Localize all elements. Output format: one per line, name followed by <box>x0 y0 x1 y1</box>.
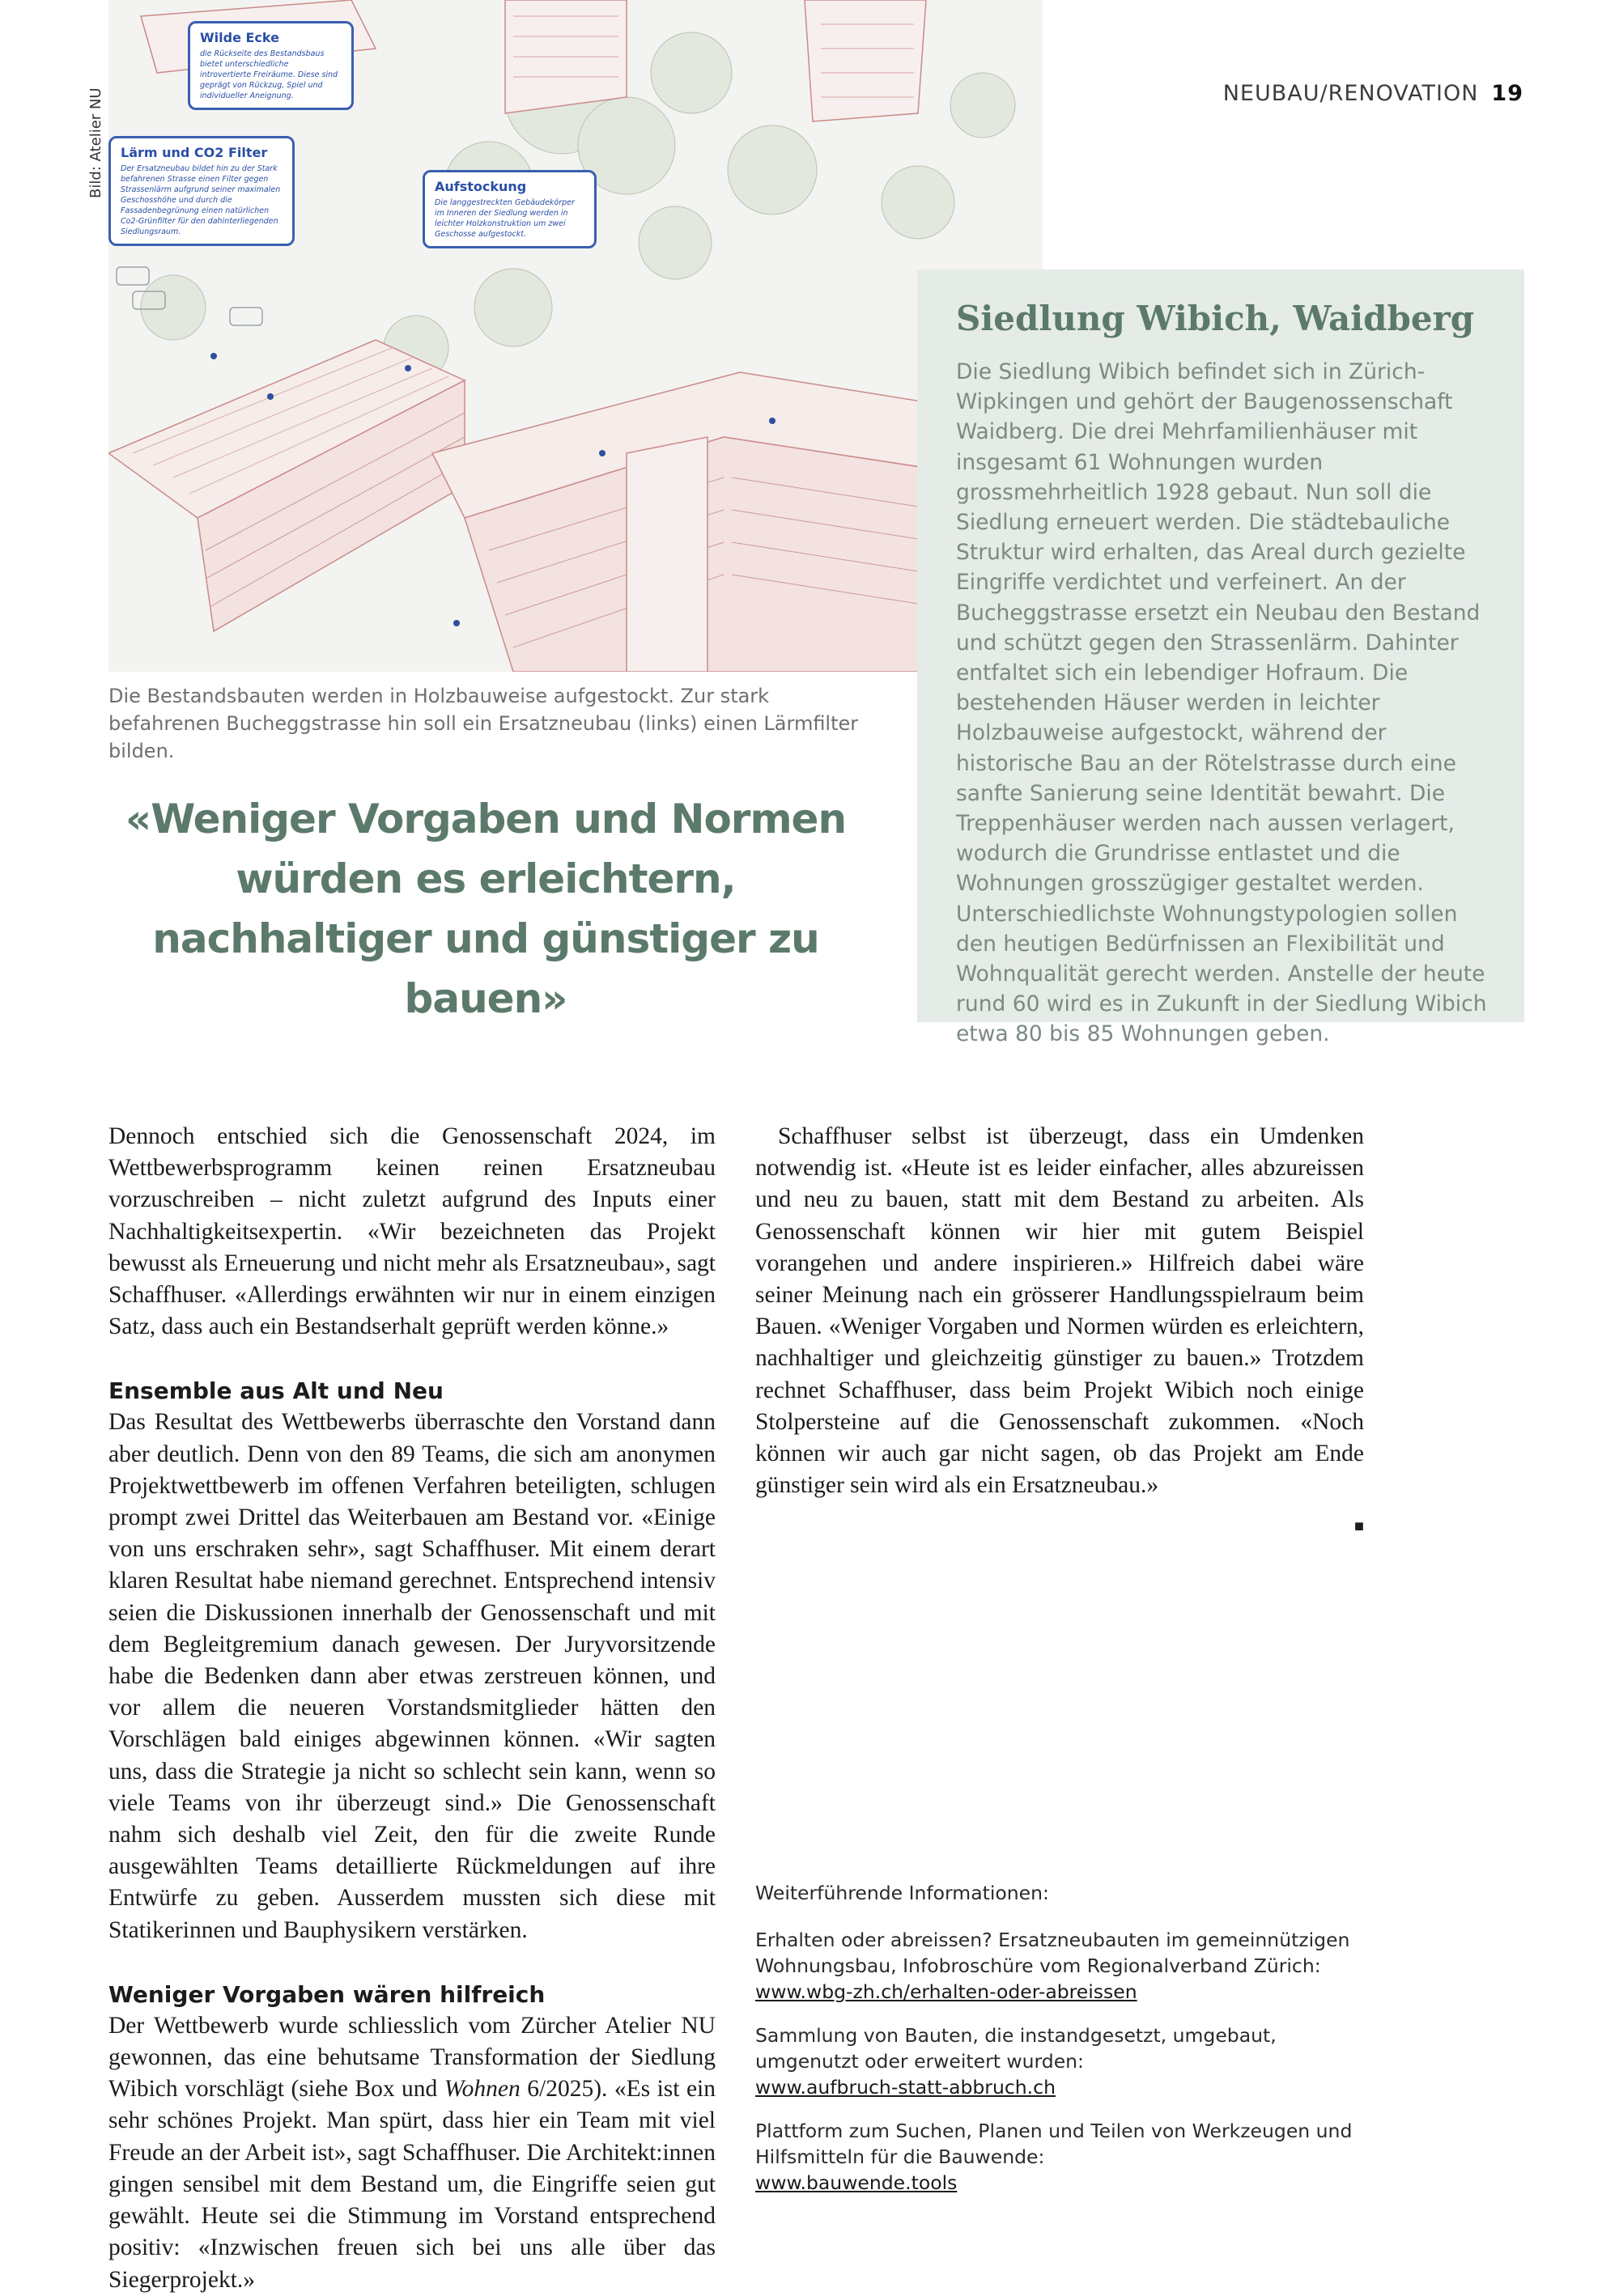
article-column-right <box>755 1121 1364 1543</box>
page-number: 19 <box>1491 81 1523 106</box>
article-closing: Schaffhuser selbst ist überzeugt, dass ein Umdenken notwendig ist. «Heute ist es leider einfacher, alles abzureissen und neu zu bauen, statt mit dem Bestand zu arbeiten. Als Genossenschaft können wir hier mit gutem Beispiel vorangehen und andere inspirieren.» Hilfreich dabei wäre seiner Meinung nach ein grösserer Handlungsspielraum beim Bauen. «Weniger Vorgaben und Normen würden es erleichtern, nachhaltiger und gleichzeitig günstiger zu bauen.» Trotzdem rechnet Schaffhuser, dass beim Projekt Wibich noch einige Stolpersteine auf die Genossenschaft zukommen. «Noch können wir auch gar nicht sagen, ob das Projekt am Ende günstiger sein wird als ein Ersatzneubau.» <box>755 1123 1364 1499</box>
further-info-item: Erhalten oder abreissen? Ersatzneubauten im gemeinnützigen Wohnungsbau, Infobroschüre vom Regionalverband Zürich: www.wbg-zh.ch/erhalten-oder-abreissen <box>755 1927 1370 2005</box>
further-info-link[interactable]: www.aufbruch-statt-abbruch.ch <box>755 2076 1056 2099</box>
further-information <box>755 1880 1370 2213</box>
further-info-item: Plattform zum Suchen, Planen und Teilen von Werkzeugen und Hilfsmitteln für die Bauwende: www.bauwende.tools <box>755 2118 1370 2196</box>
article-intro: Dennoch entschied sich die Genossenschaft 2024, im Wettbewerbsprogramm keinen reinen Ersatzneubau vorzuschreiben – nicht zuletzt aufgrund des Inputs einer Nachhaltigkeitsexpertin. «Wir bezeichneten das Projekt bewusst als Erneuerung und nicht mehr als Ersatzneubau», sagt Schaffhuser. «Allerdings erwähnten wir nur in einem einzigen Satz, dass auch ein Bestandserhalt geprüft werden könne.» <box>108 1123 716 1340</box>
end-mark: ■ <box>1353 1517 1364 1536</box>
section-text: Das Resultat des Wettbewerbs überraschte den Vorstand dann aber deutlich. Denn von den 89 Teams, die sich am anonymen Projektwettbewerb im offenen Verfahren beteiligten, schlugen prompt zwei Drittel das Weiterbauen am Bestand vor. «Einige von uns erschraken sehr», sagt Schaffhuser. Mit einem derart klaren Resultat habe niemand gerechnet. Entsprechend intensiv seien die Diskussionen innerhalb der Genossenschaft und mit dem Begleitgremium danach gewesen. Der Juryvorsitzende habe die Bedenken dann aber etwas zerstreuen können, und vor allem die neueren Vorstandsmitglieder hätten den Vorschlägen bald einiges abgewinnen können. «Wir sagten uns, dass die Strategie ja nicht so schlecht sein kann, wenn so viele Teams von ihr überzeugt sind.» Die Genossenschaft nahm sich deshalb viel Zeit, den für die zweite Runde ausgewählten Teams detaillierte Rückmeldungen auf ihre Entwürfe zu geben. Ausserdem mussten sich diese mit Statikerinnen und Bauphysikern verstärken. <box>108 1409 716 1943</box>
pull-quote: «Weniger Vorgaben und Normen würden es erleichtern, nachhaltiger und günstiger zu bauen» <box>125 796 847 1022</box>
section-text: Der Wettbewerb wurde schliesslich vom Zürcher Atelier NU gewonnen, das eine behutsame Transformation der Siedlung Wibich vorschlägt (siehe Box und Wohnen 6/2025). «Es ist ein sehr schönes Projekt. Man spürt, dass hier ein Team mit viel Freude an der Arbeit ist», sagt Schaffhuser. Die Architekt:innen gingen sensibel mit dem Bestand um, die Eingriffe seien gut gewählt. Heute sei die Stimmung im Vorstand entsprechend positiv: «Inzwischen freuen sich bei uns alle über das Siegerprojekt.» <box>108 2012 716 2293</box>
further-info-item: Sammlung von Bauten, die instandgesetzt, umgebaut, umgenutzt oder erweitert wurden: www.aufbruch-statt-abbruch.ch <box>755 2022 1370 2100</box>
illustration-label-wilde-ecke: Wilde Ecke die Rückseite des Bestandsbaus bietet unterschiedliche introvertierte Freiräume. Diese sind geprägt von Rückzug, Spiel und individueller Aneignung. <box>188 21 354 110</box>
info-box-title: Siedlung Wibich, Waidberg <box>956 299 1475 338</box>
info-box-text: Die Siedlung Wibich befindet sich in Zürich-Wipkingen und gehört der Baugenossenschaft Waidberg. Die drei Mehrfamilienhäuser mit insgesamt 61 Wohnungen wurden grossmehrheitlich 1928 gebaut. Nun soll die Siedlung erneuert werden. Die städtebauliche Struktur wird erhalten, das Areal durch gezielte Eingriffe verdichtet und verfeinert. An der Bucheggstrasse ersetzt ein Neubau den Bestand und schützt gegen den Strassenlärm. Dahinter entfaltet sich ein lebendiger Hofraum. Die bestehenden Häuser werden in leichter Holzbauweise aufgestockt, während der historische Bau an der Rötelstrasse durch eine sanfte Sanierung seine Identität bewahrt. Die Treppenhäuser werden nach aussen verlagert, wodurch die Grundrisse entlastet und die Wohnungen grosszügiger gestaltet werden. Unterschiedlichste Wohnungstypologien sollen den heutigen Bedürfnissen an Flexibilität und Wohnqualität gerecht werden. Anstelle der heute rund 60 wird es in Zukunft in der Siedlung Wibich etwa 80 bis 85 Wohnungen geben. <box>956 359 1487 1047</box>
further-info-link[interactable]: www.wbg-zh.ch/erhalten-oder-abreissen <box>755 1980 1137 2003</box>
info-box <box>917 269 1524 1047</box>
article-column-left <box>108 1121 716 2296</box>
illustration-label-laerm-filter: Lärm und CO2 Filter Der Ersatzneubau bildet hin zu der Stark befahrenen Strasse einen Filter gegen Strassenlärm aufgrund seiner maximalen Geschosshöhe und durch die Fassadenbegrünung einen natürlichen Co2-Grünfilter für den dahinterliegenden Siedlungsraum. <box>108 136 295 246</box>
magazine-title: Wohnen <box>444 2076 521 2103</box>
further-info-heading: Weiterführende Informationen: <box>755 1882 1049 1904</box>
page-header <box>1223 81 1523 106</box>
section-heading: Ensemble aus Alt und Neu <box>108 1377 444 1405</box>
illustration-label-aufstockung: Aufstockung Die langgestreckten Gebäudekörper im Inneren der Siedlung werden in leichter Holzkonstruktion um zwei Geschosse aufgestockt. <box>423 170 597 248</box>
further-info-link[interactable]: www.bauwende.tools <box>755 2171 958 2194</box>
axonometric-illustration <box>108 0 1043 672</box>
photo-credit: Bild: Atelier NU <box>87 87 104 198</box>
section-heading: Weniger Vorgaben wären hilfreich <box>108 1980 546 2008</box>
image-caption: Die Bestandsbauten werden in Holzbauweise aufgestockt. Zur stark befahrenen Bucheggstrasse hin soll ein Ersatzneubau (links) einen Lärmfilter bilden. <box>108 685 859 762</box>
section-title: NEUBAU/RENOVATION <box>1222 81 1479 106</box>
